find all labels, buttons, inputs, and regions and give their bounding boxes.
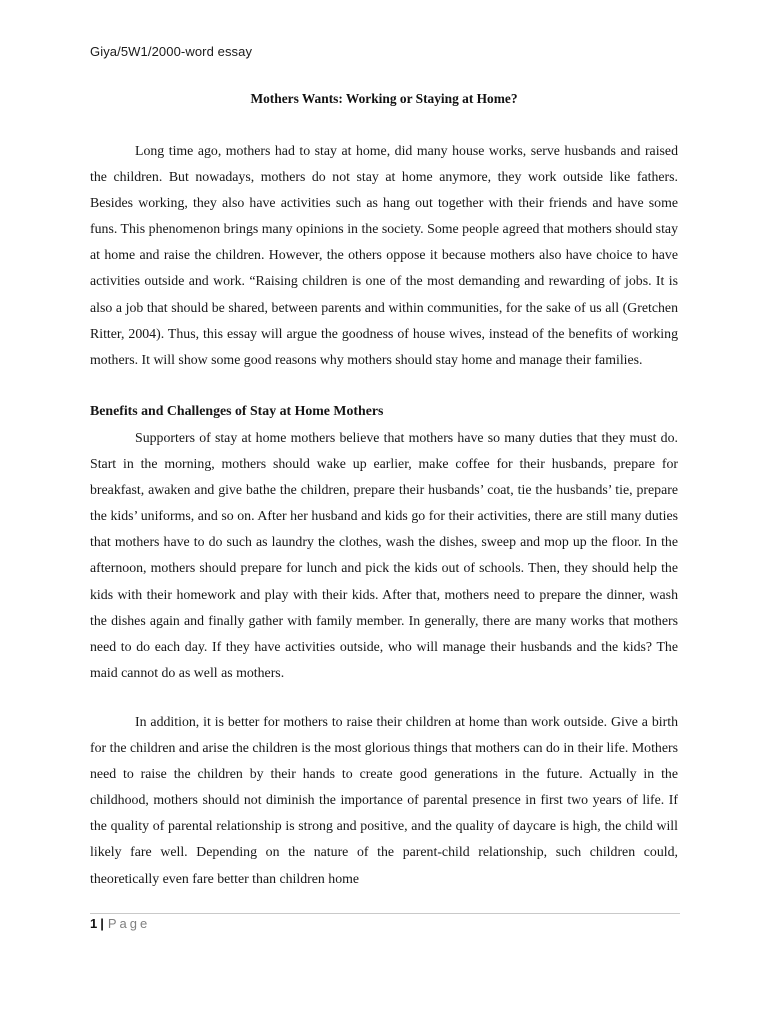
running-header: Giya/5W1/2000-word essay [90, 44, 253, 59]
footer-separator: | [100, 916, 104, 931]
page-footer [90, 916, 150, 931]
paragraph-raising-children: In addition, it is better for mothers to raise their children at home than work outside. Give a birth for the children and arise the children is the most glorious things that mothers can do in their life. Mothers need to raise the children by their hands to create good generations in the future. Actually in the childhood, mothers should not diminish the importance of parental presence in first two years of life. If the quality of parental relationship is strong and positive, and the quality of daycare is high, the child will likely fare well. Depending on the nature of the parent-child relationship, such children could, theoretically even fare better than children home [90, 714, 678, 886]
paragraph-duties: Supporters of stay at home mothers believe that mothers have so many duties that they must do. Start in the morning, mothers should wake up earlier, make coffee for their husbands, prepare for breakfast, awaken and give bathe the children, prepare their husbands’ coat, tie the husbands’ tie, prepare the kids’ uniforms, and so on. After her husband and kids go for their activities, there are still many duties that mothers have to do such as laundry the clothes, wash the dishes, sweep and mop up the floor. In the afternoon, mothers should prepare for lunch and pick the kids out of schools. Then, they should help the kids with their homework and play with their kids. After that, mothers need to prepare the dinner, wash the dishes again and finally gather with family member. In generally, there are many works that mothers need to do each day. If they have activities outside, who will manage their husbands and the kids? The maid cannot do as well as mothers. [90, 430, 678, 680]
body-block-section-heading [90, 398, 678, 424]
footer-divider [90, 913, 680, 914]
page-number: 1 [90, 916, 98, 931]
body-block-intro [90, 138, 678, 373]
essay-title: Mothers Wants: Working or Staying at Home? [250, 91, 518, 106]
body-block-duties [90, 425, 678, 686]
section-heading: Benefits and Challenges of Stay at Home Mothers [90, 403, 384, 418]
page-label: Page [107, 916, 151, 931]
body-block-raising [90, 709, 678, 892]
paragraph-intro: Long time ago, mothers had to stay at home, did many house works, serve husbands and raised the children. But nowadays, mothers do not stay at home anymore, they work outside like fathers. Besides working, they also have activities such as hang out together with their friends and have some funs. This phenomenon brings many opinions in the society. Some people agreed that mothers should stay at home and raise the children. However, the others oppose it because mothers also have choice to have activities outside and work. “Raising children is one of the most demanding and rewarding of jobs. It is also a job that should be shared, between parents and within communities, for the sake of us all (Gretchen Ritter, 2004). Thus, this essay will argue the goodness of house wives, instead of the benefits of working mothers. It will show some good reasons why mothers should stay home and manage their families. [90, 143, 678, 367]
